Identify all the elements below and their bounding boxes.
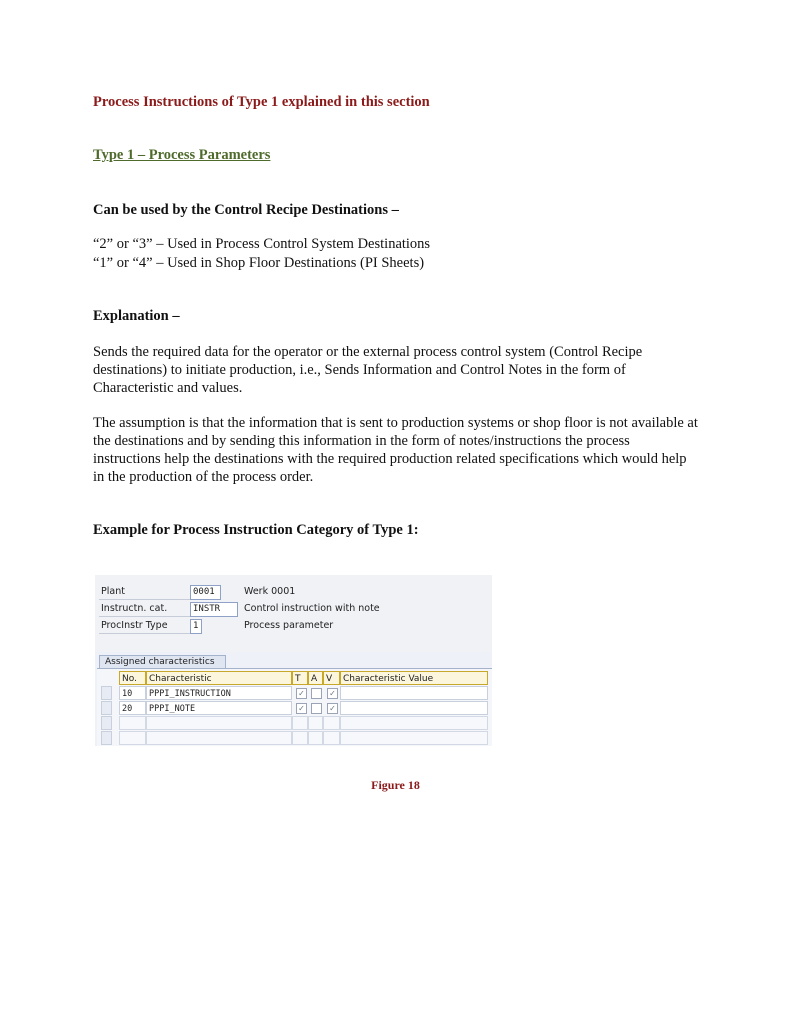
plant-description: Werk 0001 (244, 586, 296, 597)
row-1-a-checkbox[interactable] (311, 688, 322, 699)
empty-cell[interactable] (323, 731, 340, 745)
plant-field[interactable]: 0001 (190, 585, 221, 600)
row-2-v-checkbox[interactable]: ✓ (327, 703, 338, 714)
row-2-characteristic[interactable]: PPPI_NOTE (146, 701, 292, 715)
figure-caption: Figure 18 (371, 778, 420, 792)
row-1-characteristic-value[interactable] (340, 686, 488, 700)
empty-cell[interactable] (340, 716, 488, 730)
empty-cell[interactable] (308, 716, 323, 730)
characteristics-table (97, 668, 492, 746)
sap-screenshot (95, 575, 492, 746)
empty-cell[interactable] (146, 731, 292, 745)
row-selector[interactable] (101, 716, 112, 730)
instruction-category-field[interactable]: INSTR (190, 602, 238, 617)
example-heading: Example for Process Instruction Category of Type 1: (93, 522, 419, 538)
row-1-characteristic[interactable]: PPPI_INSTRUCTION (146, 686, 292, 700)
explanation-paragraph-2: The assumption is that the information that is sent to production systems or shop floor is not available at the destinations and by sending this information in the form of notes/instructions the process instructions help the destinations with the required production related specifications which would help in the production of the process order. (93, 415, 698, 485)
row-2-t-checkbox[interactable]: ✓ (296, 703, 307, 714)
empty-cell[interactable] (323, 716, 340, 730)
column-header-characteristic-value[interactable]: Characteristic Value (340, 671, 488, 685)
row-2-characteristic-value[interactable] (340, 701, 488, 715)
used-by-heading: Can be used by the Control Recipe Destinations – (93, 202, 399, 218)
type-heading: Type 1 – Process Parameters (93, 147, 271, 163)
procinstr-type-description: Process parameter (244, 620, 334, 631)
destination-line-1: “2” or “3” – Used in Process Control System Destinations (93, 236, 431, 252)
sap-header-area (95, 575, 492, 652)
section-title: Process Instructions of Type 1 explained in this section (93, 94, 430, 110)
divider (99, 599, 191, 600)
row-1-no[interactable]: 10 (119, 686, 146, 700)
procinstr-type-label: ProcInstr Type (101, 620, 168, 631)
empty-cell[interactable] (292, 731, 308, 745)
row-selector[interactable] (101, 686, 112, 700)
column-header-characteristic[interactable]: Characteristic (146, 671, 292, 685)
empty-cell[interactable] (146, 716, 292, 730)
divider (99, 633, 191, 634)
row-2-a-checkbox[interactable] (311, 703, 322, 714)
row-selector[interactable] (101, 701, 112, 715)
tab-assigned-characteristics[interactable]: Assigned characteristics (99, 655, 226, 669)
destination-line-2: “1” or “4” – Used in Shop Floor Destinations (PI Sheets) (93, 255, 425, 271)
instruction-category-description: Control instruction with note (244, 603, 380, 614)
column-header-t[interactable]: T (292, 671, 308, 685)
plant-label: Plant (101, 586, 125, 597)
empty-cell[interactable] (119, 731, 146, 745)
divider (99, 616, 191, 617)
empty-cell[interactable] (292, 716, 308, 730)
empty-cell[interactable] (119, 716, 146, 730)
row-2-no[interactable]: 20 (119, 701, 146, 715)
procinstr-type-field[interactable]: 1 (190, 619, 202, 634)
column-header-v[interactable]: V (323, 671, 340, 685)
column-header-no[interactable]: No. (119, 671, 146, 685)
row-1-t-checkbox[interactable]: ✓ (296, 688, 307, 699)
instruction-category-label: Instructn. cat. (101, 603, 168, 614)
explanation-heading: Explanation – (93, 308, 180, 324)
explanation-paragraph-1: Sends the required data for the operator or the external process control system (Control Recipe destinations) to initiate production, i.e., Sends Information and Control Notes in the form of Characteristic and values. (93, 344, 643, 396)
empty-cell[interactable] (340, 731, 488, 745)
row-1-v-checkbox[interactable]: ✓ (327, 688, 338, 699)
column-header-a[interactable]: A (308, 671, 323, 685)
empty-cell[interactable] (308, 731, 323, 745)
row-selector[interactable] (101, 731, 112, 745)
